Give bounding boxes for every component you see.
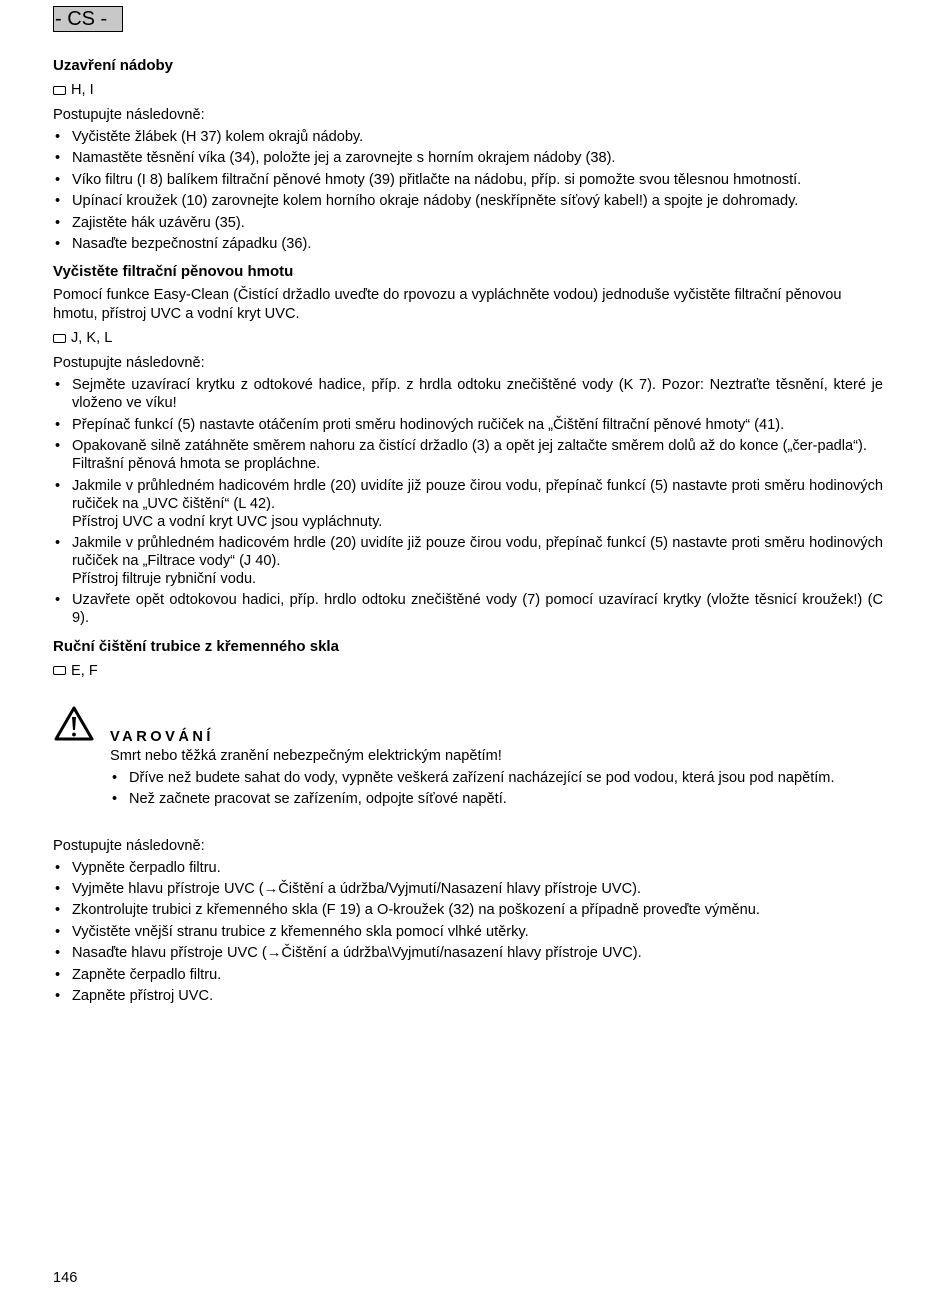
step-text: Uzavřete opět odtokovou hadici, příp. hrdlo odtoku znečištěné vody (7) pomocí uzavírací krytky (vložte těsnicí kroužek!) (C 9). bbox=[72, 592, 883, 627]
warning-title: VAROVÁNÍ bbox=[110, 728, 214, 745]
figure-reference-quartz bbox=[53, 661, 883, 681]
figure-reference-text: J, K, L bbox=[71, 330, 113, 347]
step-text: Jakmile v průhledném hadicovém hrdle (20) uvidíte již pouze čirou vodu, přepínač funkcí (5) nastavte proti směru hodinových ručiček na „UVC čištění“ (L 42). bbox=[72, 477, 883, 512]
section-heading-foam: Vyčistěte filtrační pěnovou hmotu bbox=[53, 263, 294, 281]
step-result-note: Přístroj filtruje rybniční vodu. bbox=[72, 570, 257, 587]
step-result-note: Přístroj UVC a vodní kryt UVC jsou vypláchnuty. bbox=[72, 513, 383, 530]
step-text: Zapněte čerpadlo filtru. bbox=[72, 966, 222, 983]
instruction-intro: Postupujte následovně: bbox=[53, 107, 205, 123]
warning-block bbox=[53, 705, 883, 831]
figure-box-icon bbox=[53, 666, 66, 675]
warning-triangle-icon bbox=[53, 705, 95, 743]
list-item bbox=[53, 901, 883, 919]
section-description-foam: Pomocí funkce Easy-Clean (Čistící držadlo uveďte do rpovozu a vypláchněte vodou) jednoduše vyčistěte filtrační pěnovou hmotu, přístroj UVC a vodní kryt UVC. bbox=[53, 287, 842, 323]
warning-list bbox=[110, 769, 870, 808]
list-item bbox=[53, 966, 883, 984]
steps-list-closing bbox=[53, 128, 883, 253]
arrow-right-icon: → bbox=[266, 945, 282, 962]
page-number: 146 bbox=[53, 1270, 78, 1286]
list-item bbox=[53, 477, 883, 531]
cross-reference: Čištění a údržba\Vyjmutí/nasazení hlavy přístroje UVC). bbox=[281, 945, 642, 962]
list-item bbox=[53, 437, 883, 473]
list-item: • Než začnete pracovat se zařízením, odpojte síťové napětí. bbox=[110, 790, 870, 808]
page-content bbox=[53, 56, 883, 1008]
list-item: • Nasaďte bezpečnostní západku (36). bbox=[53, 235, 883, 253]
step-text: Jakmile v průhledném hadicovém hrdle (20) uvidíte již pouze čirou vodu, přepínač funkcí (5) nastavte proti směru hodinových ručiček na „Filtrace vody“ (J 40). bbox=[72, 534, 883, 569]
arrow-right-icon: → bbox=[263, 881, 279, 898]
warning-body bbox=[110, 727, 870, 812]
list-item bbox=[53, 987, 883, 1005]
steps-list-quartz bbox=[53, 859, 883, 1005]
figure-reference-foam bbox=[53, 328, 883, 348]
step-text: Vyjměte hlavu přístroje UVC ( bbox=[72, 881, 264, 898]
list-item: • Namastěte těsnění víka (34), položte jej a zarovnejte s horním okrajem nádoby (38). bbox=[53, 149, 883, 167]
figure-box-icon bbox=[53, 334, 66, 343]
list-item: • Vyčistěte žlábek (H 37) kolem okrajů nádoby. bbox=[53, 128, 883, 146]
step-text: Vyčistěte vnější stranu trubice z křemenného skla pomocí vlhké utěrky. bbox=[72, 923, 529, 940]
list-item: • Upínací kroužek (10) zarovnejte kolem horního okraje nádoby (neskřípněte síťový kabel!) a spojte je dohromady. bbox=[53, 192, 883, 210]
figure-reference-text: E, F bbox=[71, 662, 98, 679]
list-item bbox=[53, 534, 883, 588]
list-item: • Víko filtru (I 8) balíkem filtrační pěnové hmoty (39) přitlačte na nádobu, příp. si pomožte svou tělesnou hmotností. bbox=[53, 171, 883, 189]
figure-box-icon bbox=[53, 86, 66, 95]
section-heading-quartz: Ruční čištění trubice z křemenného skla bbox=[53, 637, 339, 655]
step-text: Nasaďte hlavu přístroje UVC ( bbox=[72, 945, 267, 962]
step-text: Sejměte uzavírací krytku z odtokové hadice, příp. z hrdla odtoku znečištěné vody (K 7). Pozor: Neztraťte těsnění, které je vloženo ve víku! bbox=[72, 377, 883, 412]
section-heading-closing: Uzavření nádoby bbox=[53, 57, 174, 74]
language-tag: - CS - bbox=[53, 6, 123, 32]
list-item: • Dříve než budete sahat do vody, vypněte veškerá zařízení nacházející se pod vodou, která jsou pod napětím. bbox=[110, 769, 870, 787]
cross-reference: Čištění a údržba/Vyjmutí/Nasazení hlavy přístroje UVC). bbox=[278, 881, 642, 898]
list-item bbox=[53, 591, 883, 627]
list-item: • Zajistěte hák uzávěru (35). bbox=[53, 214, 883, 232]
figure-reference-text: H, I bbox=[71, 82, 94, 98]
step-result-note: Filtrašní pěnová hmota se propláchne. bbox=[72, 456, 321, 473]
list-item bbox=[53, 944, 883, 962]
list-item bbox=[53, 416, 883, 434]
step-text: Zkontrolujte trubici z křemenného skla (F 19) a O-kroužek (32) na poškození a případně proveďte výměnu. bbox=[72, 902, 760, 919]
step-text: Přepínač funkcí (5) nastavte otáčením proti směru hodinových ručiček na „Čištění filtrační pěnové hmoty“ (41). bbox=[72, 416, 785, 433]
warning-text: Smrt nebo těžká zranění nebezpečným elektrickým napětím! bbox=[110, 747, 502, 764]
steps-list-foam bbox=[53, 376, 883, 627]
instruction-intro: Postupujte následovně: bbox=[53, 837, 205, 854]
step-text: Zapněte přístroj UVC. bbox=[72, 988, 214, 1005]
figure-reference-closing bbox=[53, 80, 883, 100]
list-item bbox=[53, 859, 883, 877]
list-item bbox=[53, 880, 883, 898]
step-text: Vypněte čerpadlo filtru. bbox=[72, 859, 221, 876]
step-text: Opakovaně silně zatáhněte směrem nahoru za čistící držadlo (3) a opět jej zaltačte směrem dolů až do konce („čer-padla“). bbox=[72, 438, 867, 455]
list-item bbox=[53, 923, 883, 941]
list-item bbox=[53, 376, 883, 412]
instruction-intro: Postupujte následovně: bbox=[53, 355, 205, 372]
